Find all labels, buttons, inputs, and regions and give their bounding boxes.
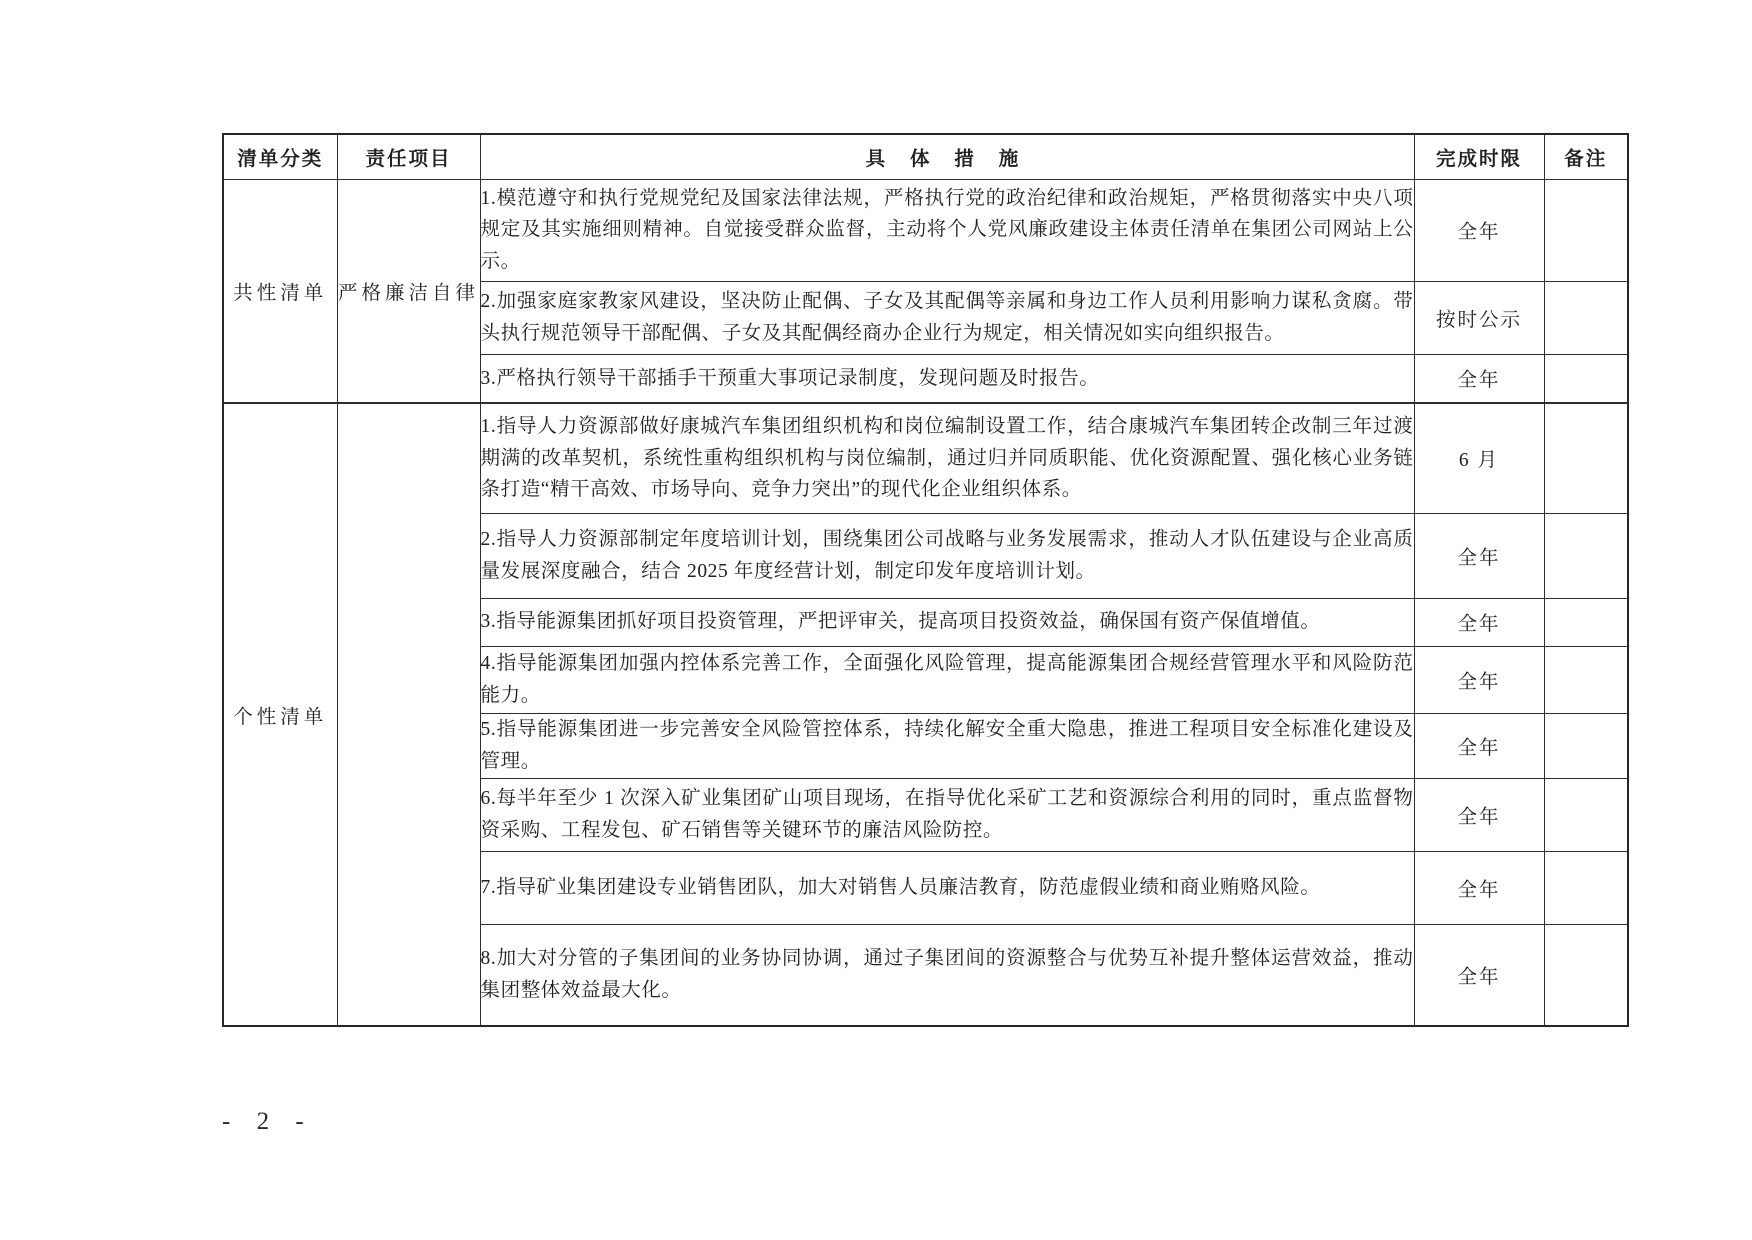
measure-cell: 1.指导人力资源部做好康城汽车集团组织机构和岗位编制设置工作，结合康城汽车集团转企改制三年过渡期满的改革契机，系统性重构组织机构与岗位编制，通过归并同质职能、优化资源配置、强化核心业务链条打造“精干高效、市场导向、竞争力突出”的现代化企业组织体系。 (480, 403, 1414, 513)
measure-cell: 6.每半年至少 1 次深入矿业集团矿山项目现场，在指导优化采矿工艺和资源综合利用的同时，重点监督物资采购、工程发包、矿石销售等关键环节的廉洁风险防控。 (480, 778, 1414, 851)
remark-cell (1544, 713, 1628, 778)
deadline-cell: 按时公示 (1414, 281, 1544, 354)
deadline-cell: 全年 (1414, 778, 1544, 851)
deadline-cell: 全年 (1414, 598, 1544, 646)
deadline-cell: 全年 (1414, 713, 1544, 778)
header-remark: 备注 (1544, 134, 1628, 179)
header-measures: 具 体 措 施 (480, 134, 1414, 179)
measure-cell: 2.指导人力资源部制定年度培训计划，围绕集团公司战略与业务发展需求，推动人才队伍建设与企业高质量发展深度融合，结合 2025 年度经营计划，制定印发年度培训计划。 (480, 513, 1414, 598)
table-row (223, 403, 1628, 513)
deadline-cell: 全年 (1414, 513, 1544, 598)
deadline-cell: 全年 (1414, 646, 1544, 713)
remark-cell (1544, 924, 1628, 1026)
remark-cell (1544, 354, 1628, 403)
remark-cell (1544, 513, 1628, 598)
remark-cell (1544, 403, 1628, 513)
deadline-cell: 6 月 (1414, 403, 1544, 513)
deadline-cell: 全年 (1414, 179, 1544, 281)
remark-cell (1544, 646, 1628, 713)
remark-cell (1544, 281, 1628, 354)
remark-cell (1544, 179, 1628, 281)
project-cell-common: 严格廉洁自律 (337, 179, 480, 403)
deadline-cell: 全年 (1414, 924, 1544, 1026)
measure-cell: 7.指导矿业集团建设专业销售团队，加大对销售人员廉洁教育，防范虚假业绩和商业贿赂风险。 (480, 851, 1414, 924)
measure-cell: 5.指导能源集团进一步完善安全风险管控体系，持续化解安全重大隐患，推进工程项目安全标准化建设及管理。 (480, 713, 1414, 778)
measure-cell: 8.加大对分管的子集团间的业务协同协调，通过子集团间的资源整合与优势互补提升整体运营效益，推动集团整体效益最大化。 (480, 924, 1414, 1026)
measure-cell: 1.模范遵守和执行党规党纪及国家法律法规，严格执行党的政治纪律和政治规矩，严格贯彻落实中央八项规定及其实施细则精神。自觉接受群众监督，主动将个人党风廉政建设主体责任清单在集团公司网站上公示。 (480, 179, 1414, 281)
measure-cell: 2.加强家庭家教家风建设，坚决防止配偶、子女及其配偶等亲属和身边工作人员利用影响力谋私贪腐。带头执行规范领导干部配偶、子女及其配偶经商办企业行为规定，相关情况如实向组织报告。 (480, 281, 1414, 354)
page-number: - 2 - (222, 1108, 314, 1135)
table-row (223, 179, 1628, 281)
measure-cell: 3.指导能源集团抓好项目投资管理，严把评审关，提高项目投资效益，确保国有资产保值增值。 (480, 598, 1414, 646)
header-project: 责任项目 (337, 134, 480, 179)
remark-cell (1544, 598, 1628, 646)
remark-cell (1544, 851, 1628, 924)
category-cell-common: 共性清单 (223, 179, 337, 403)
table-header-row (223, 134, 1628, 179)
remark-cell (1544, 778, 1628, 851)
header-deadline: 完成时限 (1414, 134, 1544, 179)
project-cell-individual (337, 403, 480, 1026)
deadline-cell: 全年 (1414, 354, 1544, 403)
measure-cell: 4.指导能源集团加强内控体系完善工作，全面强化风险管理，提高能源集团合规经营管理水平和风险防范能力。 (480, 646, 1414, 713)
deadline-cell: 全年 (1414, 851, 1544, 924)
category-cell-individual: 个性清单 (223, 403, 337, 1026)
responsibility-table (222, 133, 1629, 1027)
measure-cell: 3.严格执行领导干部插手干预重大事项记录制度，发现问题及时报告。 (480, 354, 1414, 403)
header-category: 清单分类 (223, 134, 337, 179)
